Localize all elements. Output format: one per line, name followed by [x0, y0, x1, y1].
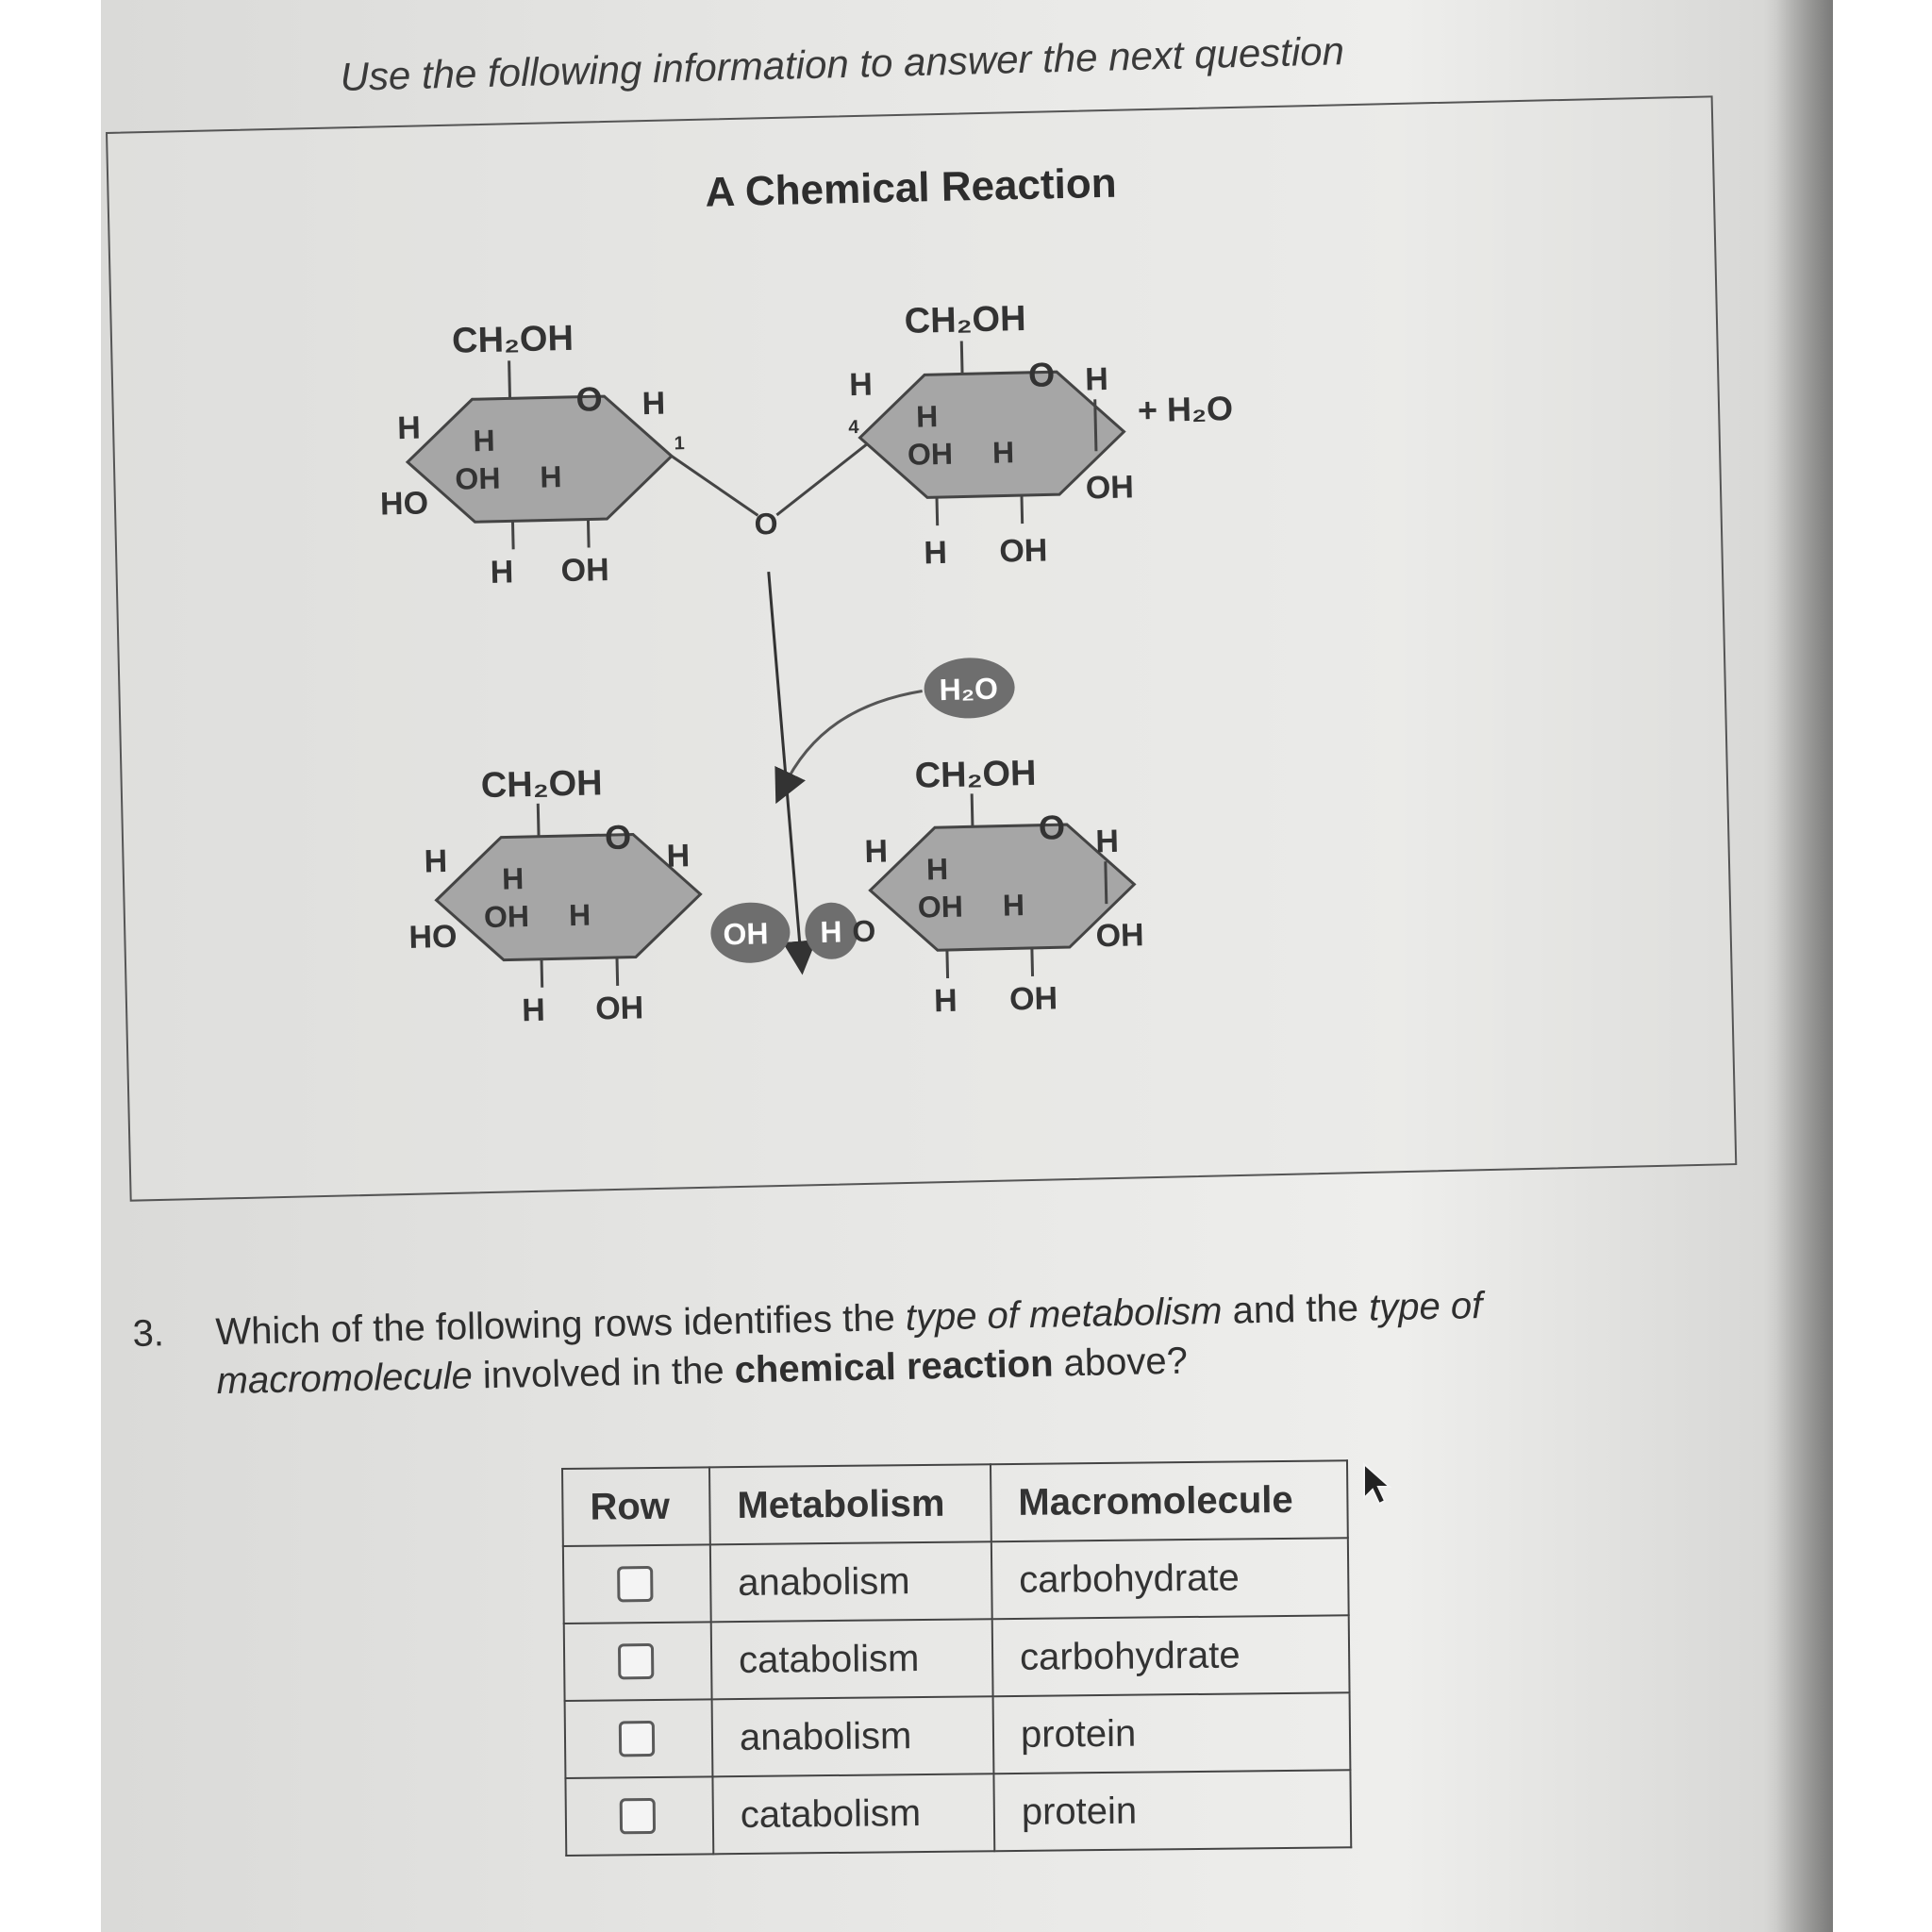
oh-label: OH — [1085, 469, 1135, 507]
h-label: H — [915, 399, 939, 434]
row-select-cell — [565, 1699, 713, 1778]
mouse-cursor-icon — [1360, 1460, 1398, 1507]
bond — [617, 958, 618, 986]
ho-label: HO — [408, 918, 458, 956]
water-arrow — [781, 691, 924, 789]
macromolecule-cell: carbohydrate — [991, 1538, 1349, 1619]
h-label: H — [396, 409, 422, 447]
h-label: H — [864, 833, 889, 870]
metabolism-cell: anabolism — [710, 1541, 992, 1622]
h-label: H — [521, 991, 546, 1029]
table-row — [563, 1538, 1349, 1624]
h-label: H — [1084, 360, 1109, 398]
row-checkbox[interactable] — [619, 1721, 655, 1757]
question-text-part: above? — [1053, 1340, 1189, 1385]
bottom-left-glucose-ring — [405, 761, 703, 1031]
top-left-glucose-ring — [376, 316, 689, 592]
bond — [1022, 495, 1023, 524]
h-group-label: H — [820, 914, 842, 950]
figure-box — [106, 95, 1737, 1201]
ho-label: HO — [379, 485, 429, 523]
ring-oxygen-label: O — [604, 817, 632, 858]
row-checkbox[interactable] — [620, 1798, 656, 1834]
oh-label: OH — [483, 899, 530, 935]
h-label: H — [540, 459, 562, 494]
h-label: H — [424, 842, 448, 880]
intro-text: Use the following information to answer the next question — [340, 28, 1345, 99]
h-label: H — [1002, 888, 1025, 923]
question-text-part: Which of the following rows identifies the — [215, 1296, 907, 1354]
h-label: H — [473, 423, 496, 458]
bond — [541, 959, 542, 988]
bond — [1095, 399, 1096, 451]
bond — [972, 793, 973, 826]
question-text-part: involved in the — [472, 1349, 736, 1397]
metabolism-cell: catabolism — [711, 1619, 993, 1699]
h-label: H — [991, 435, 1015, 470]
water-label: H₂O — [939, 671, 999, 708]
h-label: H — [925, 851, 949, 887]
question-emphasis: type of metabolism — [905, 1290, 1223, 1339]
table-header-row — [562, 1460, 1348, 1546]
carbon-4-label: 4 — [848, 416, 859, 439]
header-macromolecule: Macromolecule — [991, 1460, 1348, 1541]
macromolecule-cell: protein — [993, 1770, 1351, 1851]
metabolism-cell: anabolism — [712, 1696, 994, 1776]
row-select-cell — [564, 1622, 712, 1701]
ch2oh-label: CH₂OH — [480, 763, 604, 807]
oh-group-label: OH — [723, 916, 769, 952]
plus-water-label: + H₂O — [1137, 388, 1234, 430]
h-label: H — [923, 534, 948, 572]
question-strong: chemical reaction — [734, 1342, 1054, 1391]
h-label: H — [641, 385, 666, 423]
h-label: H — [666, 838, 691, 874]
h-label: H — [933, 982, 958, 1020]
bottom-right-glucose-ring — [862, 751, 1145, 1021]
table-row — [564, 1615, 1350, 1701]
bond — [961, 341, 962, 374]
bond — [937, 497, 938, 525]
macromolecule-cell: carbohydrate — [992, 1615, 1350, 1696]
ring-oxygen-label: O — [575, 379, 604, 419]
ch2oh-label: CH₂OH — [914, 753, 1037, 796]
o-group-label: O — [852, 913, 876, 949]
carbon-1-label: 1 — [674, 433, 686, 455]
row-checkbox[interactable] — [618, 1643, 654, 1679]
question-number: 3. — [132, 1312, 165, 1355]
bond — [947, 950, 948, 978]
row-checkbox[interactable] — [617, 1566, 653, 1602]
h-label: H — [501, 861, 525, 896]
ring-oxygen-label: O — [1038, 808, 1066, 847]
oh-label: OH — [907, 436, 954, 472]
bond — [1032, 948, 1033, 976]
oh-label: OH — [455, 460, 501, 496]
h-label: H — [848, 366, 874, 404]
reaction-diagram — [108, 97, 1735, 1199]
bond — [512, 521, 513, 549]
question-emphasis: type of macromolecule — [216, 1285, 1483, 1403]
bridge-oxygen-label: O — [754, 506, 778, 541]
oh-label: OH — [560, 552, 610, 590]
ch2oh-label: CH₂OH — [904, 298, 1026, 341]
monitor-edge-shadow — [1776, 0, 1833, 1932]
h-label: H — [490, 554, 514, 591]
h-label: H — [1094, 823, 1120, 860]
bond — [588, 520, 589, 548]
ch2oh-label: CH₂OH — [451, 318, 575, 361]
table-row — [565, 1770, 1351, 1856]
glycosidic-bond — [672, 454, 758, 517]
question-text-part: and the — [1222, 1287, 1370, 1332]
table-row — [565, 1692, 1351, 1778]
figure-title: A Chemical Reaction — [705, 159, 1118, 216]
row-select-cell — [563, 1544, 711, 1624]
oh-label: OH — [998, 532, 1048, 570]
top-right-glucose-ring — [845, 296, 1135, 573]
answer-table — [561, 1459, 1352, 1857]
row-select-cell — [565, 1776, 713, 1856]
ring-oxygen-label: O — [1027, 355, 1056, 394]
glycosidic-bond — [775, 442, 872, 515]
macromolecule-cell: protein — [993, 1692, 1351, 1774]
header-metabolism: Metabolism — [709, 1464, 991, 1544]
bond — [509, 360, 510, 398]
bond — [538, 804, 539, 837]
oh-label: OH — [1008, 980, 1058, 1018]
oh-label: OH — [1095, 917, 1145, 955]
oh-label: OH — [917, 889, 964, 924]
h-label: H — [568, 897, 591, 933]
header-row: Row — [562, 1467, 710, 1546]
metabolism-cell: catabolism — [712, 1774, 994, 1854]
oh-label: OH — [594, 990, 644, 1027]
bond — [1106, 861, 1107, 904]
